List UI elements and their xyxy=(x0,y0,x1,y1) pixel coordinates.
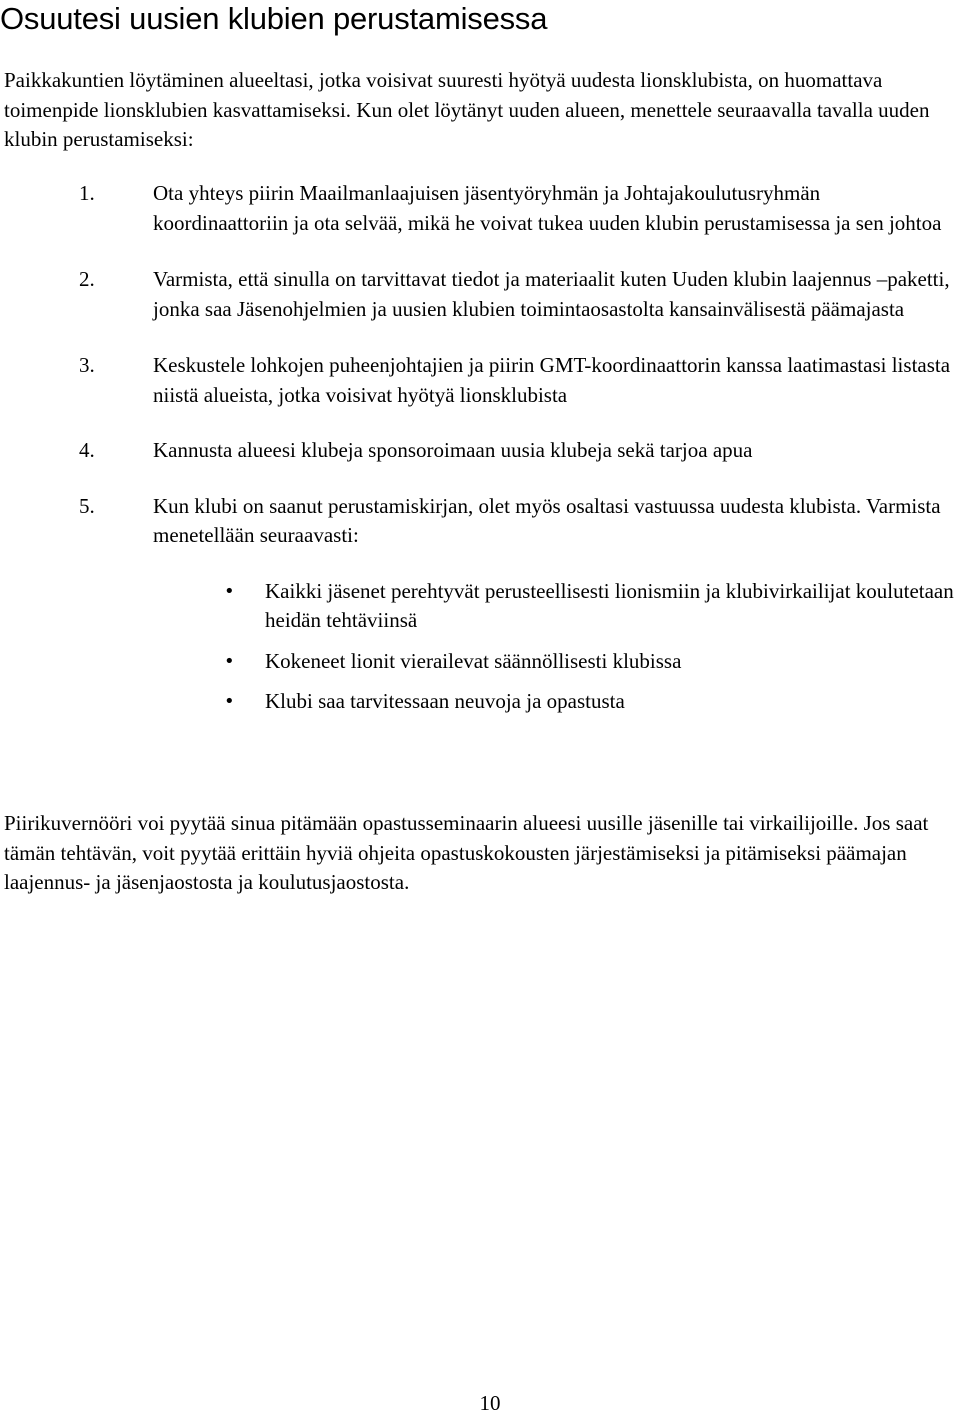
list-item xyxy=(0,492,960,717)
closing-paragraph: Piirikuvernööri voi pyytää sinua pitämään opastusseminaarin alueesi uusille jäsenille tai virkailijoille. Jos saat tämän tehtävän, voit pyytää erittäin hyviä ohjeita opastuskokousten järjestämiseksi ja pitämiseksi päämajan laajennus- ja jäsenjaostosta ja koulutusjaostosta. xyxy=(4,811,929,894)
list-item-number: 2. xyxy=(79,267,95,291)
page-number: 10 xyxy=(479,1391,501,1415)
bullet-list xyxy=(153,577,954,717)
list-item-number: 4. xyxy=(79,438,95,462)
bullet-icon: • xyxy=(224,691,235,712)
list-item-text: Varmista, että sinulla on tarvittavat tiedot ja materiaalit kuten Uuden klubin laajennus –paketti, jonka saa Jäsenohjelmien ja uusien klubien toimintaosastolta kansainvälisestä päämajasta xyxy=(153,267,950,321)
list-item xyxy=(0,265,960,324)
list-item xyxy=(0,351,960,410)
bullet-icon: • xyxy=(224,650,235,672)
page-title: Osuutesi uusien klubien perustamisessa xyxy=(0,1,548,36)
list-item-number: 5. xyxy=(79,493,95,518)
list-item xyxy=(0,436,960,466)
list-item-text: Kannusta alueesi klubeja sponsoroimaan uusia klubeja sekä tarjoa apua xyxy=(153,438,753,462)
bullet-item-text: Kaikki jäsenet perehtyvät perusteellisesti lionismiin ja klubivirkailijat koulutetaan heidän tehtäviinsä xyxy=(265,578,954,632)
bullet-item-text: Klubi saa tarvitessaan neuvoja ja opastusta xyxy=(265,689,625,713)
list-item-number: 3. xyxy=(79,353,95,377)
list-item-text: Kun klubi on saanut perustamiskirjan, olet myös osaltasi vastuussa uudesta klubista. Varmista menetellään seuraavasti: xyxy=(153,493,941,547)
list-item-text: Ota yhteys piirin Maailmanlaajuisen jäsentyöryhmän ja Johtajakoulutusryhmän koordinaattoriin ja ota selvää, mikä he voivat tukea uuden klubin perustamisessa ja sen johtoa xyxy=(153,181,942,235)
bullet-icon: • xyxy=(224,580,235,602)
bullet-item-text: Kokeneet lionit vierailevat säännöllisesti klubissa xyxy=(265,648,682,673)
intro-paragraph: Paikkakuntien löytäminen alueeltasi, jotka voisivat suuresti hyötyä uudesta lionsklubista, on huomattava toimenpide lionsklubien kasvattamiseksi. Kun olet löytänyt uuden alueen, menettele seuraavalla tavalla uuden klubin perustamiseksi: xyxy=(4,68,930,151)
list-item xyxy=(0,179,960,238)
bullet-item xyxy=(0,577,954,636)
steps-list xyxy=(0,179,960,717)
bullet-item xyxy=(0,647,954,677)
list-item-text: Keskustele lohkojen puheenjohtajien ja piirin GMT-koordinaattorin kanssa laatimastasi listasta niistä alueista, jotka voisivat hyötyä lionsklubista xyxy=(153,353,951,407)
bullet-item xyxy=(0,687,954,717)
list-item-number: 1. xyxy=(79,181,95,205)
